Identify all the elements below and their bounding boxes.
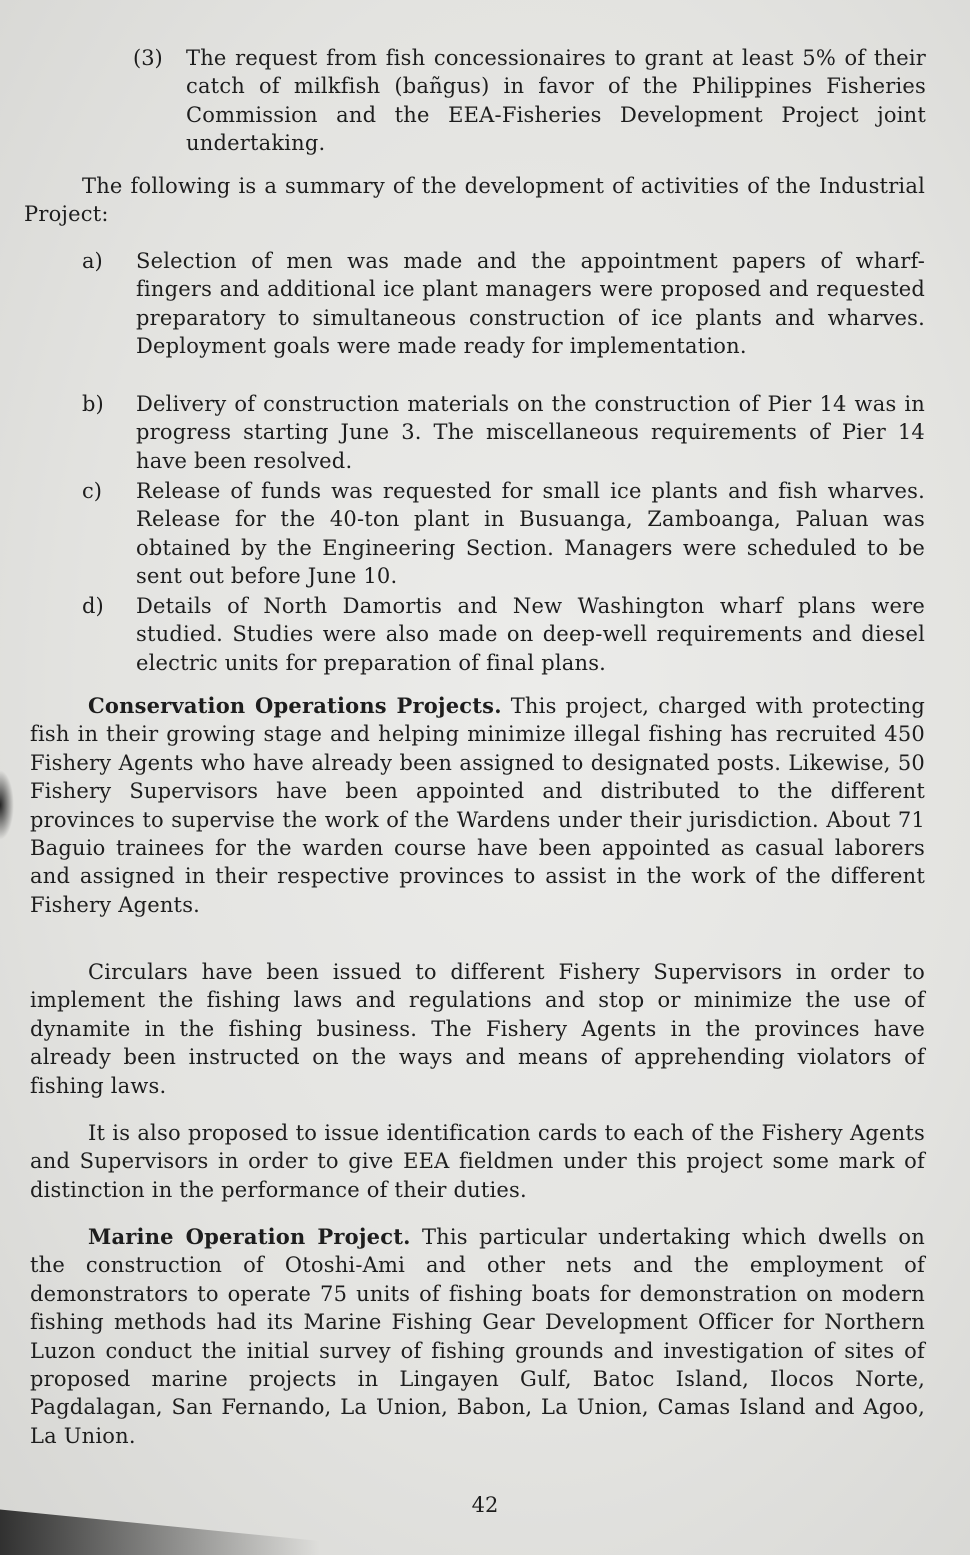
activity-a-marker: a) (82, 249, 103, 273)
activity-d-text: Details of North Damortis and New Washington wharf plans were studied. Studies were also made on deep-well requirements and diesel electric units for preparation of final plans. (136, 594, 925, 675)
activity-d-marker: d) (82, 594, 104, 618)
id-cards-paragraph: It is also proposed to issue identification cards to each of the Fishery Agents and Supervisors in order to give EEA fieldmen under this project some mark of distinction in the performance of their duties. (30, 1121, 925, 1202)
marine-paragraph (30, 1223, 925, 1450)
marine-text: This particular undertaking which dwells on the construction of Otoshi-Ami and other nets and the employment of demonstrators to operate 75 units of fishing boats for demonstration on modern fishing methods had its Marine Fishing Gear Development Officer for Northern Luzon conduct the initial survey of fishing grounds and investigation of sites of proposed marine projects in Lingayen Gulf, Batoc Island, Ilocos Norte, Pagdalagan, San Fernando, La Union, Babon, La Union, Camas Island and Agoo, La Union. (30, 1225, 925, 1448)
marine-heading: Marine Operation Project. (88, 1224, 411, 1249)
circulars-paragraph: Circulars have been issued to different Fishery Supervisors in order to implement the fishing laws and regulations and stop or minimize the use of dynamite in the fishing business. The Fishery Agents in the provinces have already been instructed on the ways and means of apprehending violators of fishing laws. (30, 960, 925, 1098)
conservation-text: This project, charged with protecting fish in their growing stage and helping minimize illegal fishing has recruited 450 Fishery Agents who have already been assigned to designated posts. Likewise, 50 Fishery Supervisors have been appointed and distributed to the different provinces to supervise the work of the Wardens under their jurisdiction. About 71 Baguio trainees for the warden course have been appointed as casual laborers and assigned in their respective provinces to assist in the work of the different Fishery Agents. (30, 694, 925, 917)
activity-c-text: Release of funds was requested for small ice plants and fish wharves. Release for the 40-ton plant in Busuanga, Zamboanga, Paluan was obtained by the Engineering Section. Managers were scheduled to be sent out before June 10. (136, 479, 925, 589)
summary-intro: The following is a summary of the development of activities of the Industrial Project: (24, 174, 925, 227)
page-edge-shadow (0, 770, 14, 840)
activity-b-text: Delivery of construction materials on the construction of Pier 14 was in progress starting June 3. The miscellaneous requirements of Pier 14 have been resolved. (136, 392, 925, 473)
conservation-paragraph (30, 692, 925, 919)
item-3-text: The request from fish concessionaires to grant at least 5% of their catch of milkfish (bañgus) in favor of the Philippines Fisheries Commission and the EEA-Fisheries Development Project joint undertaking. (186, 46, 926, 156)
activity-b-marker: b) (82, 392, 104, 416)
activity-a-text: Selection of men was made and the appointment papers of wharf-fingers and additional ice plant managers were proposed and requested preparatory to simultaneous construction of ice plants and wharves. Deployment goals were made ready for implementation. (136, 249, 925, 359)
page-number: 42 (471, 1493, 499, 1517)
conservation-heading: Conservation Operations Projects. (88, 693, 502, 718)
activity-c-marker: c) (82, 479, 102, 503)
item-3-marker: (3) (133, 46, 163, 70)
